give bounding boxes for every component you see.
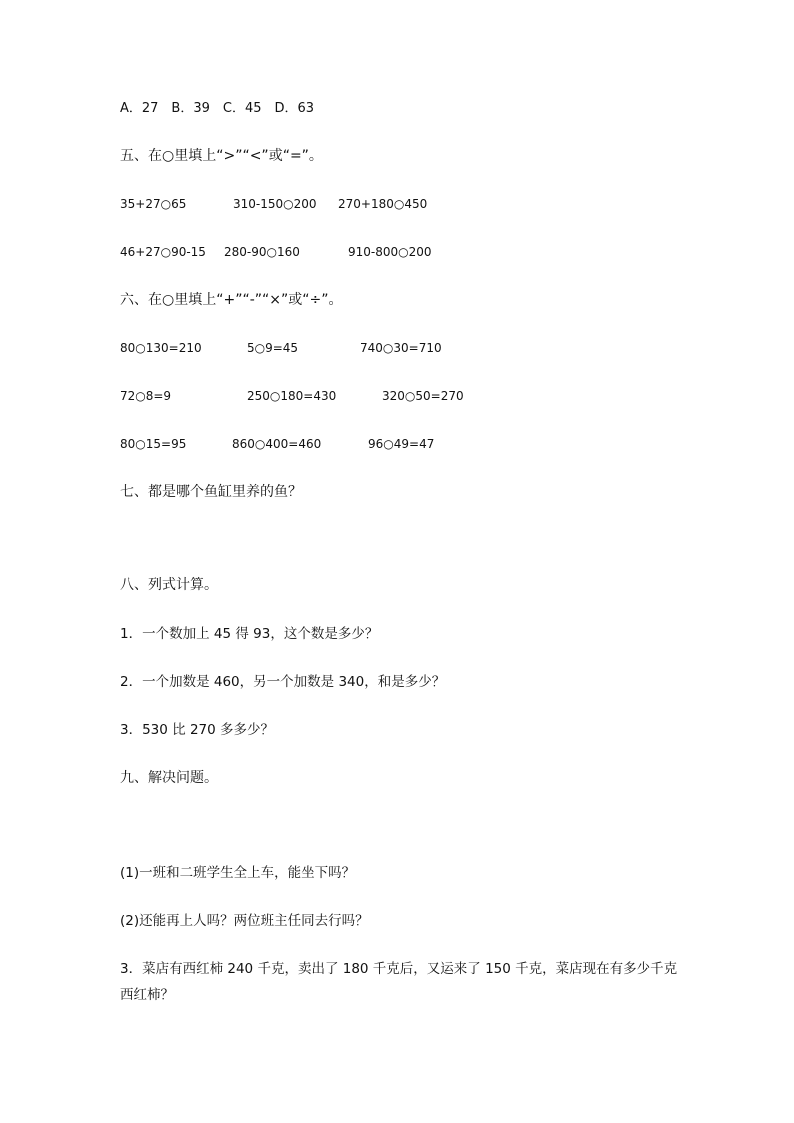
calc-question: 2．一个加数是 460，另一个加数是 340，和是多少？ (120, 674, 446, 690)
word-problem-line: 3．菜店有西红柿 240 千克，卖出了 180 千克后，又运来了 150 千克，菜店现在有多少千克 (120, 961, 678, 977)
calc-question: 3．530 比 270 多多少？ (120, 722, 274, 738)
operator-expression: 320○50=270 (382, 389, 464, 403)
section9-title: 九、解决问题。 (120, 770, 218, 786)
compare-expression: 910-800○200 (348, 245, 432, 259)
compare-expression: 46+27○90-15 (120, 245, 206, 259)
operator-expression: 860○400=460 (232, 437, 322, 451)
section6-title: 六、在○里填上“+”“-”“×”或“÷”。 (120, 292, 343, 308)
word-problem-line: 西红柿？ (120, 987, 174, 1003)
answer-options: A．27 B．39 C．45 D．63 (120, 101, 315, 116)
operator-expression: 5○9=45 (247, 341, 299, 355)
operator-expression: 80○15=95 (120, 437, 187, 451)
operator-expression: 80○130=210 (120, 341, 202, 355)
compare-expression: 35+27○65 (120, 197, 187, 211)
compare-expression: 280-90○160 (224, 245, 300, 259)
operator-expression: 740○30=710 (360, 341, 442, 355)
section8-title: 八、列式计算。 (120, 577, 218, 593)
operator-expression: 72○8=9 (120, 389, 172, 403)
problem-subquestion: (1)一班和二班学生全上车，能坐下吗？ (120, 865, 356, 881)
section7-title: 七、都是哪个鱼缸里养的鱼？ (120, 484, 302, 500)
problem-subquestion: (2)还能再上人吗？两位班主任同去行吗？ (120, 913, 369, 929)
calc-question: 1．一个数加上 45 得 93，这个数是多少？ (120, 626, 379, 642)
section5-title: 五、在○里填上“>”“<”或“=”。 (120, 148, 323, 164)
operator-expression: 250○180=430 (247, 389, 337, 403)
operator-expression: 96○49=47 (368, 437, 435, 451)
compare-expression: 270+180○450 (338, 197, 428, 211)
compare-expression: 310-150○200 (233, 197, 317, 211)
